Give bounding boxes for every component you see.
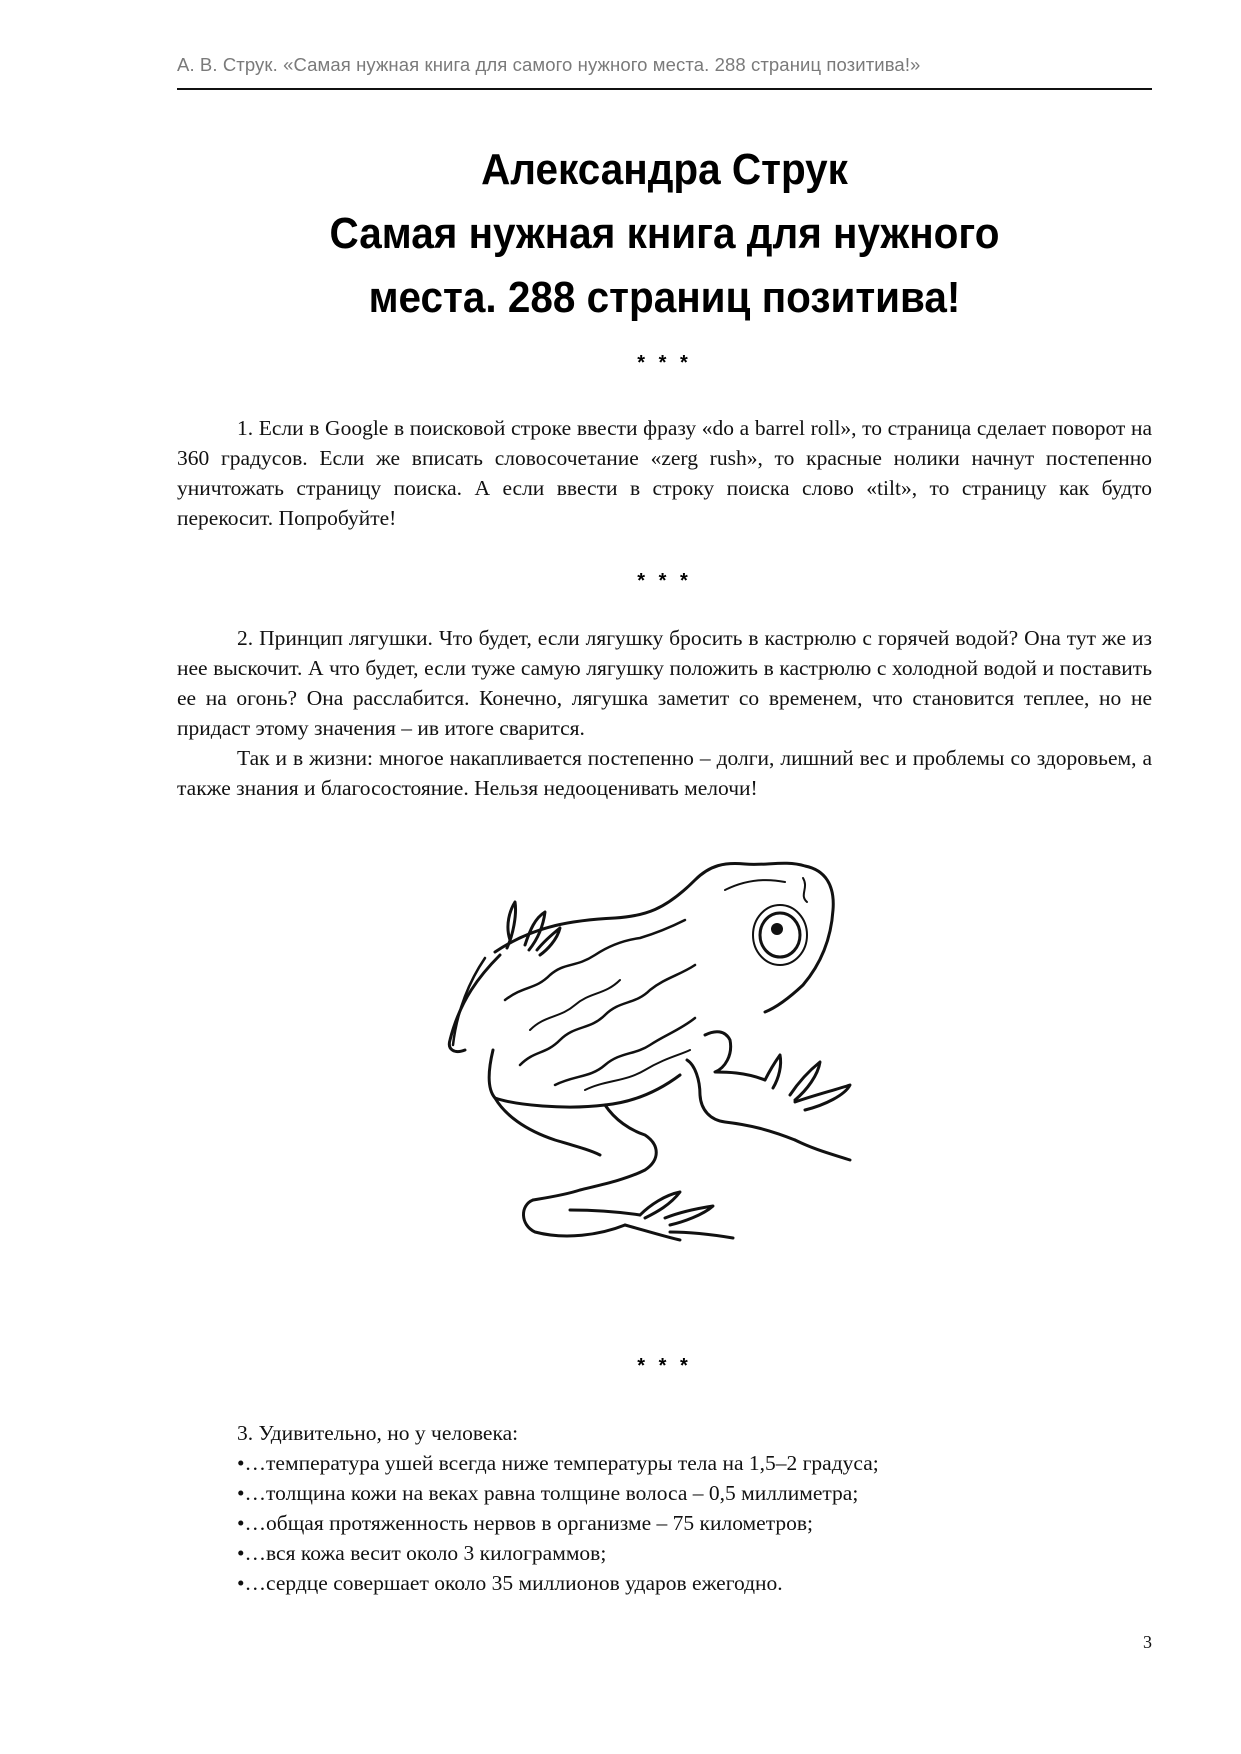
frog-illustration-icon	[425, 840, 887, 1242]
fact-1-paragraph: 1. Если в Google в поисковой строке ввести фразу «do a barrel roll», то страница сделает поворот на 360 градусов. Если же вписать словосочетание «zerg rush», то красные нолики начнут постепенно уничтожать страницу поиска. А если ввести в строку поиска слово «tilt», то страницу как будто перекосит. Попробуйте!	[177, 416, 1152, 530]
list-item: •…общая протяженность нервов в организме – 75 километров;	[237, 1511, 813, 1535]
section-separator: * * *	[637, 1355, 692, 1377]
running-header: А. В. Струк. «Самая нужная книга для самого нужного места. 288 страниц позитива!»	[177, 54, 921, 75]
page-title	[216, 138, 1113, 330]
list-item: •…сердце совершает около 35 миллионов ударов ежегодно.	[237, 1571, 783, 1595]
fact-2-paragraph-1: 2. Принцип лягушки. Что будет, если лягушку бросить в кастрюлю с горячей водой? Она тут же из нее выскочит. А что будет, если туже самую лягушку положить в кастрюлю с холодной водой и поставить ее на огонь? Она расслабится. Конечно, лягушка заметит со временем, что становится теплее, но не придаст этому значения – ив итоге сварится.	[177, 626, 1152, 740]
header-divider	[177, 88, 1152, 90]
page-number: 3	[1143, 1632, 1152, 1652]
list-item: •…температура ушей всегда ниже температуры тела на 1,5–2 градуса;	[237, 1451, 879, 1475]
list-item: •…вся кожа весит около 3 килограммов;	[237, 1541, 607, 1565]
title-line-3: места. 288 страниц позитива!	[368, 273, 961, 322]
fact-3	[237, 1418, 1152, 1598]
section-separator: * * *	[637, 570, 692, 592]
fact-1	[177, 413, 1152, 533]
fact-2-paragraph-2: Так и в жизни: многое накапливается постепенно – долги, лишний вес и проблемы со здоровьем, а также знания и благосостояние. Нельзя недооценивать мелочи!	[177, 746, 1152, 800]
list-item: •…толщина кожи на веках равна толщине волоса – 0,5 миллиметра;	[237, 1481, 859, 1505]
title-line-2: Самая нужная книга для нужного	[329, 209, 1000, 258]
title-author: Александра Струк	[481, 145, 848, 194]
fact-2	[177, 623, 1152, 803]
fact-3-heading: 3. Удивительно, но у человека:	[237, 1421, 519, 1445]
section-separator: * * *	[637, 352, 692, 374]
